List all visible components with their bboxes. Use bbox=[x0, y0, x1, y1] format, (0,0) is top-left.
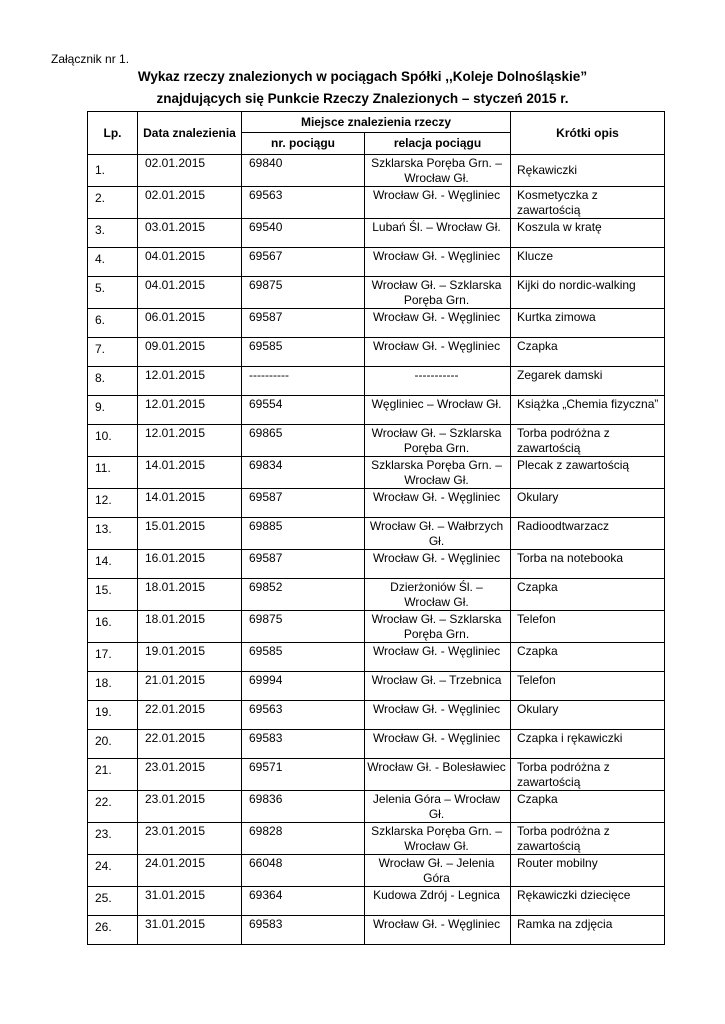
attachment-label: Załącznik nr 1. bbox=[51, 52, 130, 66]
table-row bbox=[88, 887, 665, 916]
row-description: Koszula w kratę bbox=[511, 219, 665, 248]
row-date: 23.01.2015 bbox=[138, 823, 242, 855]
row-train-number: 69585 bbox=[242, 338, 365, 367]
row-number: 1. bbox=[88, 155, 138, 187]
row-description: Czapka bbox=[511, 579, 665, 611]
header-train-number: nr. pociągu bbox=[242, 133, 365, 155]
table-row bbox=[88, 489, 665, 518]
header-place: Miejsce znalezienia rzeczy bbox=[242, 112, 511, 133]
row-description: Książka „Chemia fizyczna” bbox=[511, 396, 665, 425]
row-route: Wrocław Gł. - Węgliniec bbox=[365, 701, 511, 730]
row-number: 3. bbox=[88, 219, 138, 248]
table-row bbox=[88, 855, 665, 887]
row-route: Wrocław Gł. - Węgliniec bbox=[365, 489, 511, 518]
row-date: 06.01.2015 bbox=[138, 309, 242, 338]
row-train-number: 69567 bbox=[242, 248, 365, 277]
row-description: Kurtka zimowa bbox=[511, 309, 665, 338]
row-description: Torba podróżna z zawartością bbox=[511, 425, 665, 457]
row-route: Wrocław Gł. - Węgliniec bbox=[365, 916, 511, 945]
row-number: 15. bbox=[88, 579, 138, 611]
row-route: Wrocław Gł. – Szklarska Poręba Grn. bbox=[365, 611, 511, 643]
row-train-number: 69587 bbox=[242, 489, 365, 518]
table-row bbox=[88, 309, 665, 338]
row-description: Czapka bbox=[511, 338, 665, 367]
row-number: 8. bbox=[88, 367, 138, 396]
row-description: Rękawiczki bbox=[511, 155, 665, 187]
table-row bbox=[88, 611, 665, 643]
table-row bbox=[88, 759, 665, 791]
document-title-line-1: Wykaz rzeczy znalezionych w pociągach Spółki ,,Koleje Dolnośląskie” bbox=[137, 69, 588, 84]
table-row bbox=[88, 730, 665, 759]
row-date: 02.01.2015 bbox=[138, 155, 242, 187]
row-route: Wrocław Gł. – Wałbrzych Gł. bbox=[365, 518, 511, 550]
row-number: 21. bbox=[88, 759, 138, 791]
row-date: 23.01.2015 bbox=[138, 791, 242, 823]
row-date: 12.01.2015 bbox=[138, 425, 242, 457]
row-description: Router mobilny bbox=[511, 855, 665, 887]
row-description: Zegarek damski bbox=[511, 367, 665, 396]
row-route: Węgliniec – Wrocław Gł. bbox=[365, 396, 511, 425]
row-date: 23.01.2015 bbox=[138, 759, 242, 791]
header-route: relacja pociągu bbox=[365, 133, 511, 155]
document-title-line-2: znajdujących się Punkcie Rzeczy Znalezionych – styczeń 2015 r. bbox=[156, 91, 569, 106]
header-date: Data znalezienia bbox=[138, 112, 242, 155]
table-row bbox=[88, 791, 665, 823]
table-row bbox=[88, 457, 665, 489]
row-date: 12.01.2015 bbox=[138, 396, 242, 425]
row-train-number: 69994 bbox=[242, 672, 365, 701]
row-route: Wrocław Gł. – Trzebnica bbox=[365, 672, 511, 701]
table-row bbox=[88, 518, 665, 550]
row-description: Torba podróżna z zawartością bbox=[511, 759, 665, 791]
table-row bbox=[88, 916, 665, 945]
header-lp: Lp. bbox=[88, 112, 138, 155]
row-description: Torba na notebooka bbox=[511, 550, 665, 579]
row-date: 22.01.2015 bbox=[138, 730, 242, 759]
row-train-number: 69554 bbox=[242, 396, 365, 425]
row-number: 18. bbox=[88, 672, 138, 701]
row-date: 14.01.2015 bbox=[138, 489, 242, 518]
row-number: 16. bbox=[88, 611, 138, 643]
row-train-number: 69583 bbox=[242, 916, 365, 945]
row-route: Wrocław Gł. – Jelenia Góra bbox=[365, 855, 511, 887]
row-description: Radioodtwarzacz bbox=[511, 518, 665, 550]
table-row bbox=[88, 155, 665, 187]
row-description: Telefon bbox=[511, 672, 665, 701]
row-date: 12.01.2015 bbox=[138, 367, 242, 396]
row-number: 13. bbox=[88, 518, 138, 550]
row-number: 23. bbox=[88, 823, 138, 855]
row-route: Szklarska Poręba Grn. – Wrocław Gł. bbox=[365, 823, 511, 855]
row-number: 24. bbox=[88, 855, 138, 887]
row-train-number: 69840 bbox=[242, 155, 365, 187]
row-date: 04.01.2015 bbox=[138, 277, 242, 309]
table-row bbox=[88, 643, 665, 672]
row-description: Rękawiczki dziecięce bbox=[511, 887, 665, 916]
table-row bbox=[88, 396, 665, 425]
table-row bbox=[88, 701, 665, 730]
row-route: Wrocław Gł. - Węgliniec bbox=[365, 248, 511, 277]
row-train-number: 69540 bbox=[242, 219, 365, 248]
row-number: 11. bbox=[88, 457, 138, 489]
row-train-number: 69834 bbox=[242, 457, 365, 489]
row-date: 31.01.2015 bbox=[138, 916, 242, 945]
row-date: 02.01.2015 bbox=[138, 187, 242, 219]
row-description: Okulary bbox=[511, 489, 665, 518]
row-route: Lubań Śl. – Wrocław Gł. bbox=[365, 219, 511, 248]
table-row bbox=[88, 425, 665, 457]
row-description: Czapka i rękawiczki bbox=[511, 730, 665, 759]
row-route: Wrocław Gł. - Węgliniec bbox=[365, 309, 511, 338]
row-train-number: 69587 bbox=[242, 550, 365, 579]
row-train-number: 69852 bbox=[242, 579, 365, 611]
row-train-number: 69364 bbox=[242, 887, 365, 916]
row-route: Wrocław Gł. - Węgliniec bbox=[365, 550, 511, 579]
row-date: 16.01.2015 bbox=[138, 550, 242, 579]
row-route: Szklarska Poręba Grn. – Wrocław Gł. bbox=[365, 155, 511, 187]
row-date: 04.01.2015 bbox=[138, 248, 242, 277]
row-number: 19. bbox=[88, 701, 138, 730]
row-date: 18.01.2015 bbox=[138, 579, 242, 611]
row-date: 03.01.2015 bbox=[138, 219, 242, 248]
row-train-number: 69585 bbox=[242, 643, 365, 672]
table-row bbox=[88, 550, 665, 579]
row-description: Plecak z zawartością bbox=[511, 457, 665, 489]
row-train-number: 69885 bbox=[242, 518, 365, 550]
row-train-number: 69583 bbox=[242, 730, 365, 759]
row-date: 19.01.2015 bbox=[138, 643, 242, 672]
table-row bbox=[88, 367, 665, 396]
row-train-number: 69563 bbox=[242, 701, 365, 730]
row-route: Jelenia Góra – Wrocław Gł. bbox=[365, 791, 511, 823]
row-description: Ramka na zdjęcia bbox=[511, 916, 665, 945]
row-description: Czapka bbox=[511, 791, 665, 823]
row-train-number: 66048 bbox=[242, 855, 365, 887]
row-date: 15.01.2015 bbox=[138, 518, 242, 550]
row-description: Okulary bbox=[511, 701, 665, 730]
row-train-number: 69875 bbox=[242, 277, 365, 309]
row-description: Kijki do nordic-walking bbox=[511, 277, 665, 309]
row-train-number: 69587 bbox=[242, 309, 365, 338]
row-date: 24.01.2015 bbox=[138, 855, 242, 887]
row-route: Wrocław Gł. - Węgliniec bbox=[365, 187, 511, 219]
row-description: Kosmetyczka z zawartością bbox=[511, 187, 665, 219]
table-row bbox=[88, 219, 665, 248]
row-route: Wrocław Gł. - Węgliniec bbox=[365, 338, 511, 367]
row-train-number: 69836 bbox=[242, 791, 365, 823]
table-row bbox=[88, 338, 665, 367]
table-row bbox=[88, 823, 665, 855]
row-number: 6. bbox=[88, 309, 138, 338]
row-route: Szklarska Poręba Grn. – Wrocław Gł. bbox=[365, 457, 511, 489]
row-number: 12. bbox=[88, 489, 138, 518]
row-train-number: 69865 bbox=[242, 425, 365, 457]
row-number: 17. bbox=[88, 643, 138, 672]
row-date: 14.01.2015 bbox=[138, 457, 242, 489]
row-train-number: 69828 bbox=[242, 823, 365, 855]
table-row bbox=[88, 277, 665, 309]
row-date: 18.01.2015 bbox=[138, 611, 242, 643]
header-description: Krótki opis bbox=[511, 112, 665, 155]
table-row bbox=[88, 579, 665, 611]
row-number: 10. bbox=[88, 425, 138, 457]
row-route: Wrocław Gł. – Szklarska Poręba Grn. bbox=[365, 425, 511, 457]
row-date: 09.01.2015 bbox=[138, 338, 242, 367]
row-route: Wrocław Gł. – Szklarska Poręba Grn. bbox=[365, 277, 511, 309]
row-route: Kudowa Zdrój - Legnica bbox=[365, 887, 511, 916]
row-description: Torba podróżna z zawartością bbox=[511, 823, 665, 855]
row-train-number: 69563 bbox=[242, 187, 365, 219]
row-train-number: ---------- bbox=[242, 367, 365, 396]
row-date: 21.01.2015 bbox=[138, 672, 242, 701]
row-train-number: 69875 bbox=[242, 611, 365, 643]
row-date: 31.01.2015 bbox=[138, 887, 242, 916]
table-row bbox=[88, 248, 665, 277]
row-number: 14. bbox=[88, 550, 138, 579]
row-number: 7. bbox=[88, 338, 138, 367]
row-description: Klucze bbox=[511, 248, 665, 277]
row-train-number: 69571 bbox=[242, 759, 365, 791]
row-route: Wrocław Gł. - Bolesławiec bbox=[365, 759, 511, 791]
row-date: 22.01.2015 bbox=[138, 701, 242, 730]
row-number: 22. bbox=[88, 791, 138, 823]
row-description: Czapka bbox=[511, 643, 665, 672]
lost-items-table bbox=[87, 111, 665, 945]
row-number: 9. bbox=[88, 396, 138, 425]
row-route: ----------- bbox=[365, 367, 511, 396]
row-number: 25. bbox=[88, 887, 138, 916]
row-route: Wrocław Gł. - Węgliniec bbox=[365, 643, 511, 672]
row-route: Wrocław Gł. - Węgliniec bbox=[365, 730, 511, 759]
row-number: 26. bbox=[88, 916, 138, 945]
row-number: 4. bbox=[88, 248, 138, 277]
row-number: 5. bbox=[88, 277, 138, 309]
table-row bbox=[88, 187, 665, 219]
row-number: 20. bbox=[88, 730, 138, 759]
row-description: Telefon bbox=[511, 611, 665, 643]
row-number: 2. bbox=[88, 187, 138, 219]
table-row bbox=[88, 672, 665, 701]
row-route: Dzierżoniów Śl. – Wrocław Gł. bbox=[365, 579, 511, 611]
